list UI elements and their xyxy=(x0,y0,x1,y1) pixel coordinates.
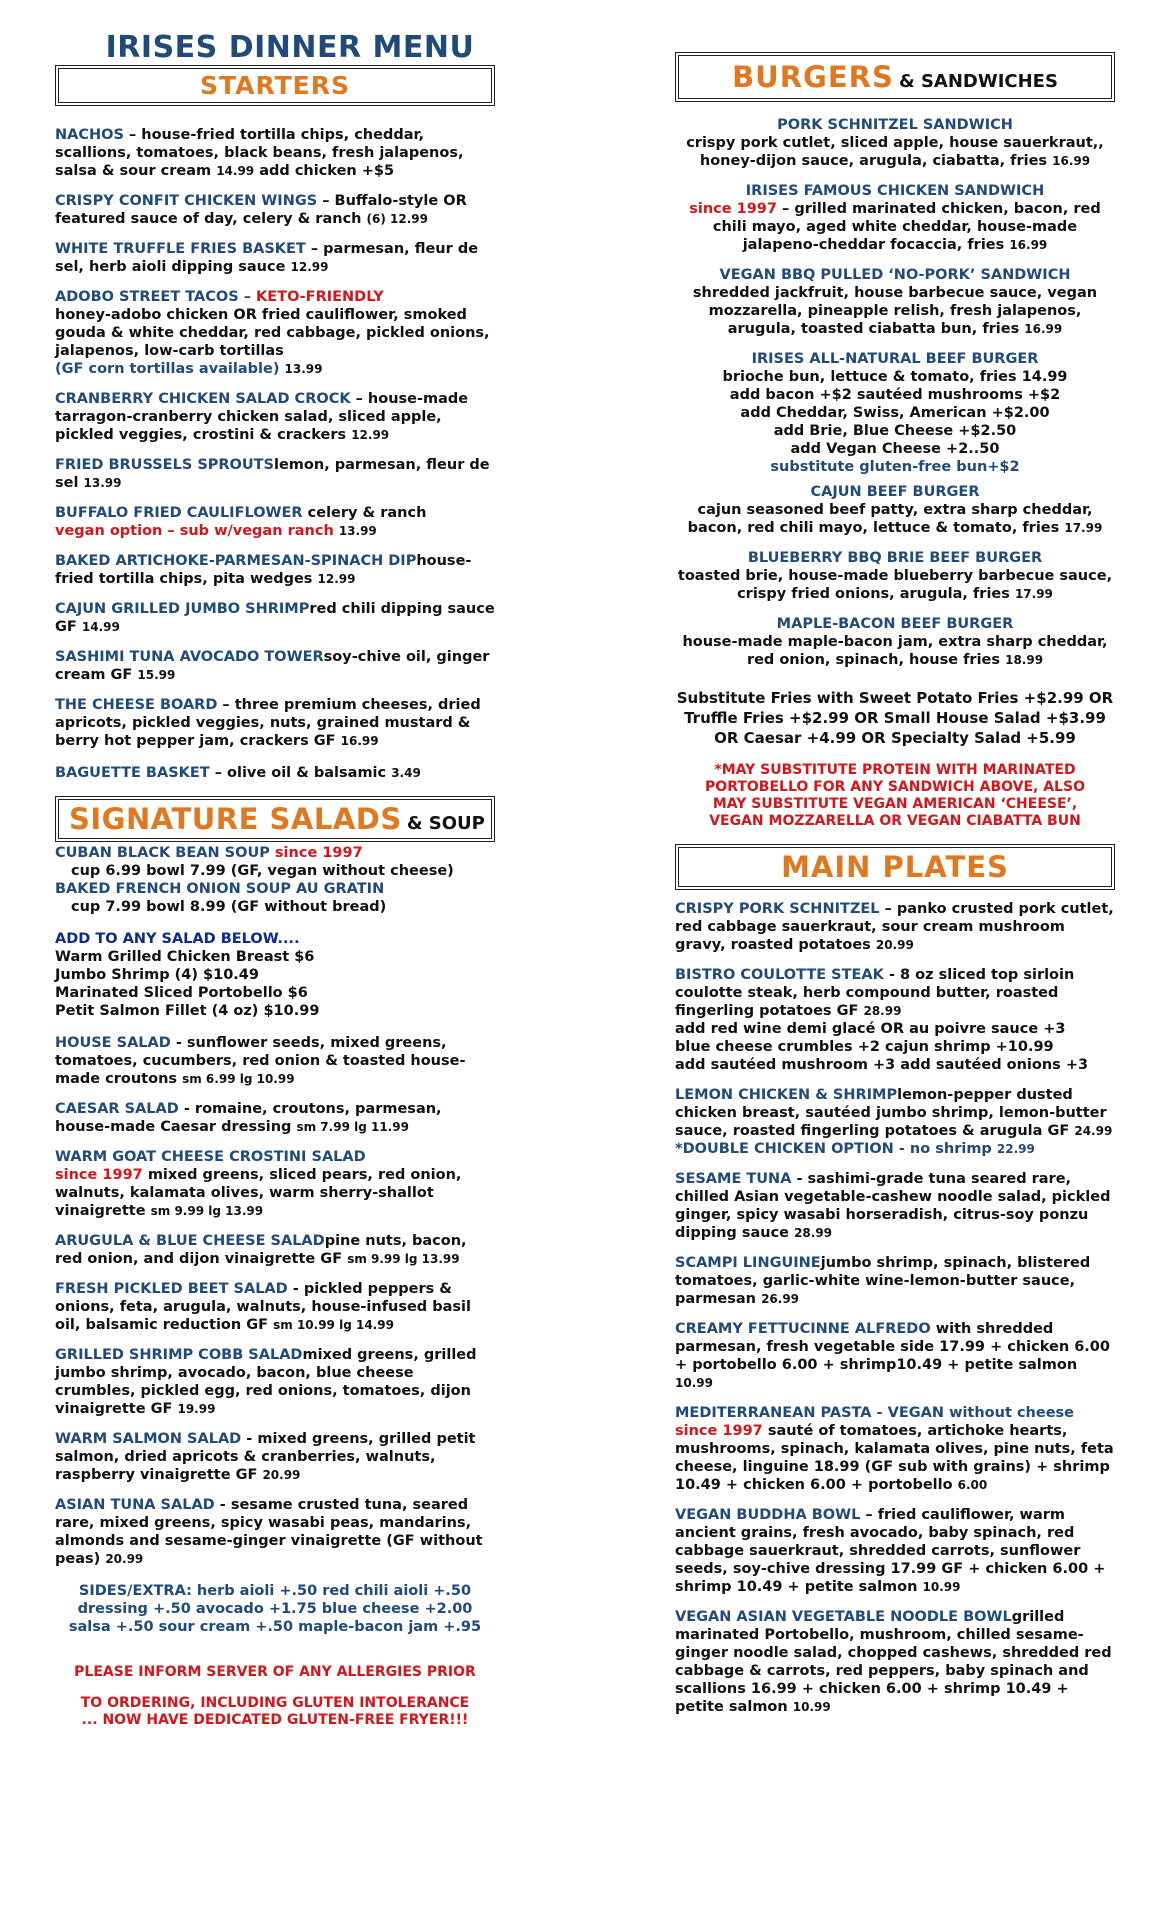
burger-name: BLUEBERRY BBQ BRIE BEEF BURGER xyxy=(747,550,1043,566)
item-extra: add chicken +$5 xyxy=(259,163,395,179)
addon-item: Petit Salmon Fillet (4 oz) $10.99 xyxy=(55,1003,320,1019)
item-desc: house-made maple-bacon jam, extra sharp cheddar, red onion, spinach, house fries xyxy=(682,634,1108,668)
burger-desc xyxy=(675,134,1115,170)
beef-burger-line: add Cheddar, Swiss, American +$2.00 xyxy=(740,405,1050,421)
item-desc: - pickled peppers & onions, feta, arugula, walnuts, house-infused basil oil, balsamic reduction GF xyxy=(55,1281,471,1333)
item-price: 12.99 xyxy=(317,572,356,586)
item-desc: shredded jackfruit, house barbecue sauce, vegan mozzarella, pineapple relish, fresh jalapenos, arugula, toasted ciabatta bun, fries xyxy=(692,285,1098,337)
menu-item xyxy=(55,504,495,540)
salad-item xyxy=(55,1346,495,1418)
item-price: 10.99 xyxy=(922,1580,961,1594)
salads-header xyxy=(58,799,492,839)
item-desc: grilled marinated Portobello, mushroom, chilled sesame-ginger noodle salad, chopped cashews, shredded red cabbage & carrots, red peppers, baby spinach and scallions 16.99 + chicken 6.00 + shrimp 10.49 + petite salmon xyxy=(675,1609,1112,1715)
item-price: 14.99 xyxy=(81,620,120,634)
item-price: 10.99 xyxy=(675,1376,713,1390)
beef-burger-line: add Brie, Blue Cheese +$2.50 xyxy=(773,423,1017,439)
item-price: 12.99 xyxy=(290,260,329,274)
item-price: 10.99 xyxy=(792,1700,831,1714)
substitute-line: OR Caesar +4.99 OR Specialty Salad +5.99 xyxy=(714,729,1076,747)
item-price: 26.99 xyxy=(761,1292,800,1306)
soup-item: BAKED FRENCH ONION SOUP AU GRATIN xyxy=(55,881,385,897)
item-name: SCAMPI LINGUINE xyxy=(675,1255,821,1271)
item-desc: - sashimi-grade tuna seared rare, chilled Asian vegetable-cashew noodle salad, pickled ginger, spicy wasabi horseradish, citrus-soy ponzu dipping sauce xyxy=(675,1171,1111,1241)
item-price: 12.99 xyxy=(351,428,390,442)
salad-item xyxy=(55,1034,495,1088)
item-name: HOUSE SALAD xyxy=(55,1035,171,1051)
item-name: WARM GOAT CHEESE CROSTINI SALAD xyxy=(55,1149,366,1165)
main-item xyxy=(675,1320,1115,1392)
substitution-note: PORTOBELLO FOR ANY SANDWICH ABOVE, ALSO xyxy=(705,779,1085,795)
substitute-line: Substitute Fries with Sweet Potato Fries +$2.99 OR xyxy=(676,689,1114,707)
item-name-2: without cheese xyxy=(944,1405,1074,1421)
item-price: 16.99 xyxy=(1052,154,1091,168)
item-desc: – house-fried tortilla chips, cheddar, scallions, tomatoes, black beans, fresh jalapenos, salsa & sour cream xyxy=(55,127,464,179)
allergy-notice: ... NOW HAVE DEDICATED GLUTEN-FREE FRYER!!! xyxy=(81,1712,469,1728)
item-desc: - romaine, croutons, parmesan, house-made Caesar dressing xyxy=(55,1101,442,1135)
menu-item xyxy=(55,288,495,378)
substitution-note: *MAY SUBSTITUTE PROTEIN WITH MARINATED xyxy=(714,762,1076,778)
item-name: SESAME TUNA xyxy=(675,1171,792,1187)
item-note: (GF corn tortillas available) xyxy=(55,361,280,377)
item-price: 20.99 xyxy=(875,938,914,952)
item-price: 15.99 xyxy=(137,668,176,682)
addon-item: Warm Grilled Chicken Breast $6 xyxy=(55,949,315,965)
item-name: NACHOS xyxy=(55,127,124,143)
item-desc: mixed greens, grilled jumbo shrimp, avocado, bacon, blue cheese crumbles, pickled egg, red onions, tomatoes, dijon vinaigrette GF xyxy=(55,1347,477,1417)
item-desc: toasted brie, house-made blueberry barbecue sauce, crispy fried onions, arugula, fries xyxy=(677,568,1113,602)
soup-price: cup 6.99 bowl 7.99 (GF, vegan without cheese) xyxy=(71,863,454,879)
burger-desc xyxy=(675,633,1115,669)
menu-item xyxy=(55,390,495,444)
main-plates-list xyxy=(675,900,1115,1716)
salad-item xyxy=(55,1148,495,1220)
item-name: WHITE TRUFFLE FRIES BASKET xyxy=(55,241,306,257)
item-name: ADOBO STREET TACOS – xyxy=(55,289,251,305)
item-since: since 1997 xyxy=(689,201,777,217)
burgers-header-small: & SANDWICHES xyxy=(898,71,1058,92)
menu-item xyxy=(55,240,495,276)
option-label: *DOUBLE CHICKEN OPTION - no shrimp xyxy=(675,1141,992,1157)
option-price: 22.99 xyxy=(996,1142,1035,1156)
salad-item xyxy=(55,1280,495,1334)
item-desc: house-fried tortilla chips, pita wedges xyxy=(55,553,472,587)
main-item xyxy=(675,1170,1115,1242)
item-desc: celery & ranch xyxy=(302,505,427,521)
item-price: sm 10.99 lg 14.99 xyxy=(273,1318,394,1332)
item-since: since 1997 xyxy=(55,1167,143,1183)
item-price: sm 9.99 lg 13.99 xyxy=(347,1252,460,1266)
burgers-header xyxy=(678,55,1112,99)
item-price: 14.99 xyxy=(216,164,255,178)
item-extra: blue cheese crumbles +2 cajun shrimp +10.99 xyxy=(675,1039,1054,1055)
salad-item xyxy=(55,1100,495,1136)
item-name: BISTRO COULOTTE STEAK xyxy=(675,967,884,983)
menu-item xyxy=(55,696,495,750)
item-name: ASIAN TUNA SALAD xyxy=(55,1497,215,1513)
item-desc: with shredded parmesan, fresh vegetable side 17.99 + chicken 6.00 + portobello 6.00 + shrimp10.49 + petite salmon xyxy=(675,1321,1110,1373)
beef-burger-line: brioche bun, lettuce & tomato, fries 14.99 xyxy=(722,369,1068,385)
menu-item xyxy=(55,192,495,228)
item-price: 13.99 xyxy=(284,362,323,376)
item-desc: cajun seasoned beef patty, extra sharp cheddar, bacon, red chili mayo, lettuce & tomato, fries xyxy=(687,502,1093,536)
item-since: since 1997 xyxy=(675,1423,763,1439)
item-name: SASHIMI TUNA AVOCADO TOWER xyxy=(55,649,324,665)
item-name: LEMON CHICKEN & SHRIMP xyxy=(675,1087,898,1103)
menu-title: IRISES DINNER MENU xyxy=(105,30,475,65)
item-name: BAGUETTE BASKET xyxy=(55,765,210,781)
item-price: 16.99 xyxy=(340,734,379,748)
addon-item: Marinated Sliced Portobello $6 xyxy=(55,985,308,1001)
starters-list xyxy=(55,126,495,782)
salads-header-small: & SOUP xyxy=(406,813,485,834)
soup-item: CUBAN BLACK BEAN SOUP since 1997 xyxy=(55,845,363,861)
item-desc: soy-chive oil, ginger cream GF xyxy=(55,649,490,683)
item-desc: jumbo shrimp, spinach, blistered tomatoes, garlic-white wine-lemon-butter sauce, parmesan xyxy=(675,1255,1091,1307)
item-name: THE CHEESE BOARD xyxy=(55,697,218,713)
burgers-list-2 xyxy=(675,483,1115,681)
item-name: WARM SALMON SALAD xyxy=(55,1431,242,1447)
salad-item xyxy=(55,1430,495,1484)
menu-item xyxy=(55,456,495,492)
item-desc: lemon-pepper dusted chicken breast, sautéed jumbo shrimp, lemon-butter sauce, roasted fingerling potatoes & arugula GF xyxy=(675,1087,1107,1139)
item-price: 20.99 xyxy=(105,1552,144,1566)
beef-burger-line: add bacon +$2 sautéed mushrooms +$2 xyxy=(729,387,1061,403)
item-desc: mixed greens, sliced pears, red onion, walnuts, kalamata olives, warm sherry-shallot vinaigrette xyxy=(55,1167,462,1219)
item-price: 13.99 xyxy=(83,476,122,490)
item-price: 20.99 xyxy=(262,1468,301,1482)
sides-line: dressing +.50 avocado +1.75 blue cheese +2.00 xyxy=(77,1601,473,1617)
salads-header-big: SIGNATURE SALADS xyxy=(69,802,402,836)
item-name: CAESAR SALAD xyxy=(55,1101,179,1117)
item-price: sm 9.99 lg 13.99 xyxy=(150,1204,264,1218)
item-desc: honey-adobo chicken OR fried cauliflower, smoked gouda & white cheddar, red cabbage, pickled onions, jalapenos, low-carb tortillas xyxy=(55,307,490,359)
item-name: ARUGULA & BLUE CHEESE SALAD xyxy=(55,1233,325,1249)
salad-item xyxy=(55,1496,495,1568)
item-price: 3.49 xyxy=(391,766,421,780)
burgers-list xyxy=(675,116,1115,350)
item-price: 17.99 xyxy=(1014,587,1053,601)
item-name: VEGAN ASIAN VEGETABLE NOODLE BOWL xyxy=(675,1609,1012,1625)
burger-name: IRISES FAMOUS CHICKEN SANDWICH xyxy=(745,183,1045,199)
menu-item xyxy=(55,552,495,588)
gluten-free-bun: substitute gluten-free bun+$2 xyxy=(770,459,1020,475)
item-desc: – panko crusted pork cutlet, red cabbage sauerkraut, sour cream mushroom gravy, roasted potatoes xyxy=(675,901,1114,953)
main-item xyxy=(675,1086,1115,1140)
main-item xyxy=(675,1506,1115,1596)
item-price: 17.99 xyxy=(1064,521,1103,535)
main-item xyxy=(675,1254,1115,1308)
item-name: CRANBERRY CHICKEN SALAD CROCK xyxy=(55,391,351,407)
menu-item xyxy=(55,648,495,684)
item-desc: – parmesan, fleur de sel, herb aioli dipping sauce xyxy=(55,241,479,275)
item-price: 28.99 xyxy=(863,1004,902,1018)
main-item xyxy=(675,966,1115,1020)
burger-name: PORK SCHNITZEL SANDWICH xyxy=(777,117,1013,133)
menu-item xyxy=(55,126,495,180)
sides-line: SIDES/EXTRA: herb aioli +.50 red chili aioli +.50 xyxy=(78,1583,472,1599)
menu-item xyxy=(55,600,495,636)
item-name: FRIED BRUSSELS SPROUTS xyxy=(55,457,274,473)
item-name: CAJUN GRILLED JUMBO SHRIMP xyxy=(55,601,310,617)
item-price: 19.99 xyxy=(177,1402,216,1416)
item-name: FRESH PICKLED BEET SALAD xyxy=(55,1281,288,1297)
burger-desc xyxy=(675,200,1115,254)
item-name: GRILLED SHRIMP COBB SALAD xyxy=(55,1347,303,1363)
right-column xyxy=(675,52,1115,1716)
item-price: 18.99 xyxy=(1005,653,1044,667)
main-item xyxy=(675,1404,1115,1494)
starters-header: STARTERS xyxy=(58,68,492,103)
menu-item xyxy=(55,764,495,782)
item-price: 24.99 xyxy=(1074,1124,1113,1138)
item-name: CREAMY FETTUCINNE ALFREDO xyxy=(675,1321,931,1337)
item-extra: add sautéed mushroom +3 add sautéed onions +3 xyxy=(675,1057,1089,1073)
main-item xyxy=(675,900,1115,954)
item-name: BUFFALO FRIED CAULIFLOWER xyxy=(55,505,303,521)
item-price: 28.99 xyxy=(794,1226,833,1240)
burgers-header-big: BURGERS xyxy=(732,60,894,94)
item-price: 13.99 xyxy=(338,524,377,538)
item-desc: - sunflower seeds, mixed greens, tomatoes, cucumbers, red onion & toasted house-made croutons xyxy=(55,1035,466,1087)
sides-line: salsa +.50 sour cream +.50 maple-bacon jam +.95 xyxy=(68,1619,482,1635)
item-desc: – fried cauliflower, warm ancient grains, fresh avocado, baby spinach, red cabbage sauerkraut, shredded carrots, sunflower seeds, soy-chive dressing 17.99 GF + chicken 6.00 + shrimp 10.49 + petite salmon xyxy=(675,1507,1106,1595)
addon-item: Jumbo Shrimp (4) $10.49 xyxy=(55,967,259,983)
burger-name: CAJUN BEEF BURGER xyxy=(810,484,980,500)
item-desc: - 8 oz sliced top sirloin coulotte steak, herb compound butter, roasted fingerling potatoes GF xyxy=(675,967,1075,1019)
main-item xyxy=(675,1608,1115,1716)
salad-item xyxy=(55,1232,495,1268)
item-tag: KETO-FRIENDLY xyxy=(256,289,384,305)
allergy-notice: TO ORDERING, INCLUDING GLUTEN INTOLERANCE xyxy=(80,1695,470,1711)
item-desc: pine nuts, bacon, red onion, and dijon vinaigrette GF xyxy=(55,1233,467,1267)
item-desc: – grilled marinated chicken, bacon, red chili mayo, aged white cheddar, house-made jalapeno-cheddar focaccia, fries xyxy=(712,201,1101,253)
left-column xyxy=(55,30,495,1729)
item-desc: – olive oil & balsamic xyxy=(209,765,387,781)
item-desc: - sesame crusted tuna, seared rare, mixed greens, spicy wasabi peas, mandarins, almonds and sesame-ginger vinaigrette (GF without peas) xyxy=(55,1497,483,1567)
soup-price: cup 7.99 bowl 8.99 (GF without bread) xyxy=(71,899,387,915)
substitute-line: Truffle Fries +$2.99 OR Small House Salad +$3.99 xyxy=(684,709,1106,727)
item-desc: – house-made tarragon-cranberry chicken salad, sliced apple, pickled veggies, crostini & crackers xyxy=(55,391,469,443)
substitution-note: VEGAN MOZZARELLA OR VEGAN CIABATTA BUN xyxy=(709,813,1081,829)
item-price: 6.00 xyxy=(957,1478,988,1492)
item-name: CRISPY CONFIT CHICKEN WINGS xyxy=(55,193,318,209)
item-desc: crispy pork cutlet, sliced apple, house sauerkraut,, honey-dijon sauce, arugula, ciabatta, fries xyxy=(686,135,1104,169)
salads-list xyxy=(55,1034,495,1568)
item-name: MEDITERRANEAN PASTA - VEGAN xyxy=(675,1405,945,1421)
burger-desc xyxy=(675,284,1115,338)
item-extra: add red wine demi glacé OR au poivre sauce +3 xyxy=(675,1021,1066,1037)
item-name: BAKED ARTICHOKE-PARMESAN-SPINACH DIP xyxy=(55,553,417,569)
burger-desc xyxy=(675,501,1115,537)
item-name: VEGAN BUDDHA BOWL xyxy=(675,1507,861,1523)
item-desc: red chili dipping sauce GF xyxy=(55,601,495,635)
burger-name: VEGAN BBQ PULLED ‘NO-PORK’ SANDWICH xyxy=(719,267,1071,283)
beef-burger-name: IRISES ALL-NATURAL BEEF BURGER xyxy=(751,351,1039,367)
item-desc: sauté of tomatoes, artichoke hearts, mushrooms, spinach, kalamata olives, pine nuts, feta cheese, linguine 18.99 (GF sub with grains) + shrimp 10.49 + chicken 6.00 + portobello xyxy=(675,1423,1114,1493)
item-option xyxy=(675,1140,1115,1158)
main-plates-header: MAIN PLATES xyxy=(678,847,1112,887)
item-name: CRISPY PORK SCHNITZEL xyxy=(675,901,880,917)
item-price: 16.99 xyxy=(1024,322,1063,336)
burger-name: MAPLE-BACON BEEF BURGER xyxy=(776,616,1014,632)
beef-burger-line: add Vegan Cheese +2..50 xyxy=(790,441,1000,457)
item-note: vegan option – sub w/vegan ranch xyxy=(55,523,334,539)
item-price: sm 6.99 lg 10.99 xyxy=(182,1072,295,1086)
item-desc: – Buffalo-style OR featured sauce of day, celery & ranch xyxy=(55,193,467,227)
addon-header: ADD TO ANY SALAD BELOW.... xyxy=(55,931,300,947)
item-desc: - mixed greens, grilled petit salmon, dried apricots & cranberries, walnuts, raspberry vinaigrette GF xyxy=(55,1431,476,1483)
burger-desc xyxy=(675,567,1115,603)
item-price: sm 7.99 lg 11.99 xyxy=(296,1120,409,1134)
allergy-notice: PLEASE INFORM SERVER OF ANY ALLERGIES PRIOR xyxy=(74,1664,476,1680)
item-price: 16.99 xyxy=(1009,238,1048,252)
substitution-note: MAY SUBSTITUTE VEGAN AMERICAN ‘CHEESE’, xyxy=(712,796,1078,812)
item-price: (6) 12.99 xyxy=(366,212,428,226)
item-desc: lemon, parmesan, fleur de sel xyxy=(55,457,490,491)
item-desc: – three premium cheeses, dried apricots, pickled veggies, nuts, grained mustard & berry hot pepper jam, crackers GF xyxy=(55,697,481,749)
